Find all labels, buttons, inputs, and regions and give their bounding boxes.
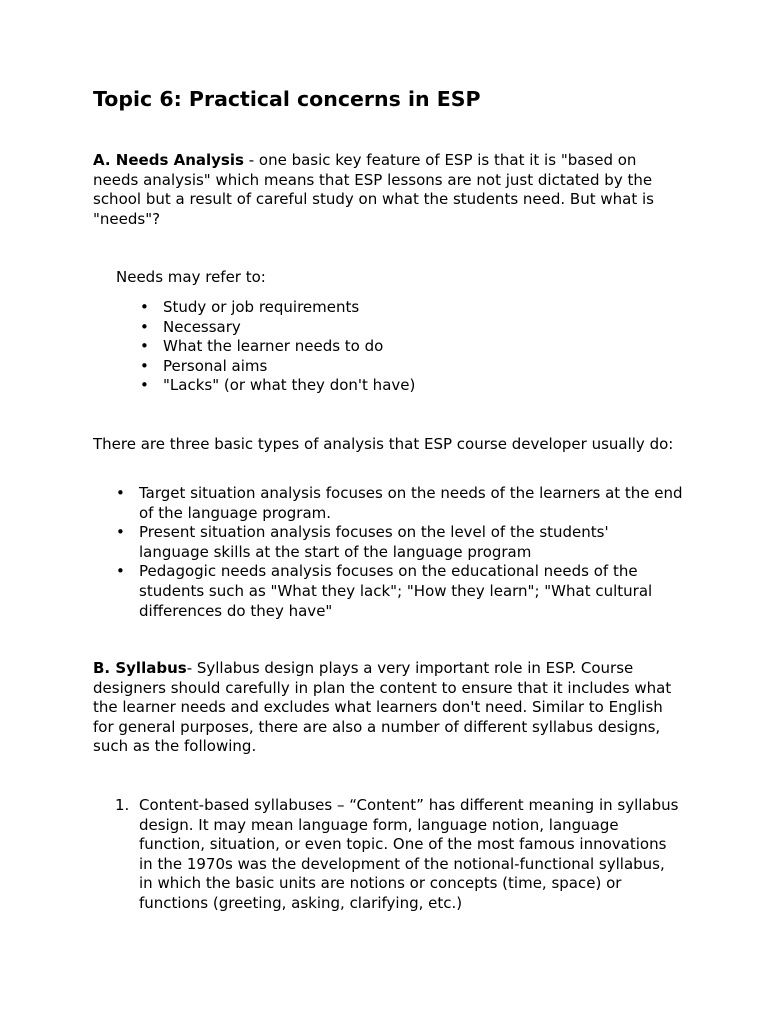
analysis-type-item: • Pedagogic needs analysis focuses on the educational needs of the students such as "What they lack"; "How they learn"; "What cultural differences do they have" [139, 562, 683, 621]
syllabus-heading: B. Syllabus [93, 659, 187, 677]
needs-item: • What the learner needs to do [163, 337, 683, 357]
needs-intro: Needs may refer to: [116, 268, 266, 286]
syllabus-item-number: 1. [115, 796, 130, 814]
syllabus-list [115, 796, 683, 914]
needs-item: • Necessary [163, 318, 683, 338]
syllabus-item [115, 796, 683, 914]
needs-analysis-text: - one basic key feature of ESP is that it is "based on needs analysis" which means that ESP lessons are not just dictated by the school but a result of careful study on what the students need. But what is "needs"? [93, 151, 654, 228]
page-title: Topic 6: Practical concerns in ESP [93, 87, 481, 111]
analysis-type-item: • Target situation analysis focuses on the needs of the learners at the end of the language program. [139, 484, 683, 523]
syllabus-paragraph [93, 659, 683, 757]
needs-list [163, 298, 683, 396]
analysis-types-intro: There are three basic types of analysis that ESP course developer usually do: [93, 435, 674, 453]
analysis-type-item: • Present situation analysis focuses on the level of the students' language skills at the start of the language program [139, 523, 683, 562]
syllabus-text: - Syllabus design plays a very important role in ESP. Course designers should carefully in plan the content to ensure that it includes what the learner needs and excludes what learners don't need. Similar to English for general purposes, there are also a number of different syllabus designs, such as the following. [93, 659, 672, 756]
needs-analysis-paragraph [93, 151, 683, 229]
syllabus-item-text: Content-based syllabuses – “Content” has different meaning in syllabus design. It may mean language form, language notion, language function, situation, or even topic. One of the most famous innovations in the 1970s was the development of the notional-functional syllabus, in which the basic units are notions or concepts (time, space) or functions (greeting, asking, clarifying, etc.) [139, 796, 679, 912]
needs-item: • Study or job requirements [163, 298, 683, 318]
needs-item: • "Lacks" (or what they don't have) [163, 376, 683, 396]
analysis-types-list [139, 484, 683, 621]
needs-item: • Personal aims [163, 357, 683, 377]
needs-analysis-heading: A. Needs Analysis [93, 151, 244, 169]
